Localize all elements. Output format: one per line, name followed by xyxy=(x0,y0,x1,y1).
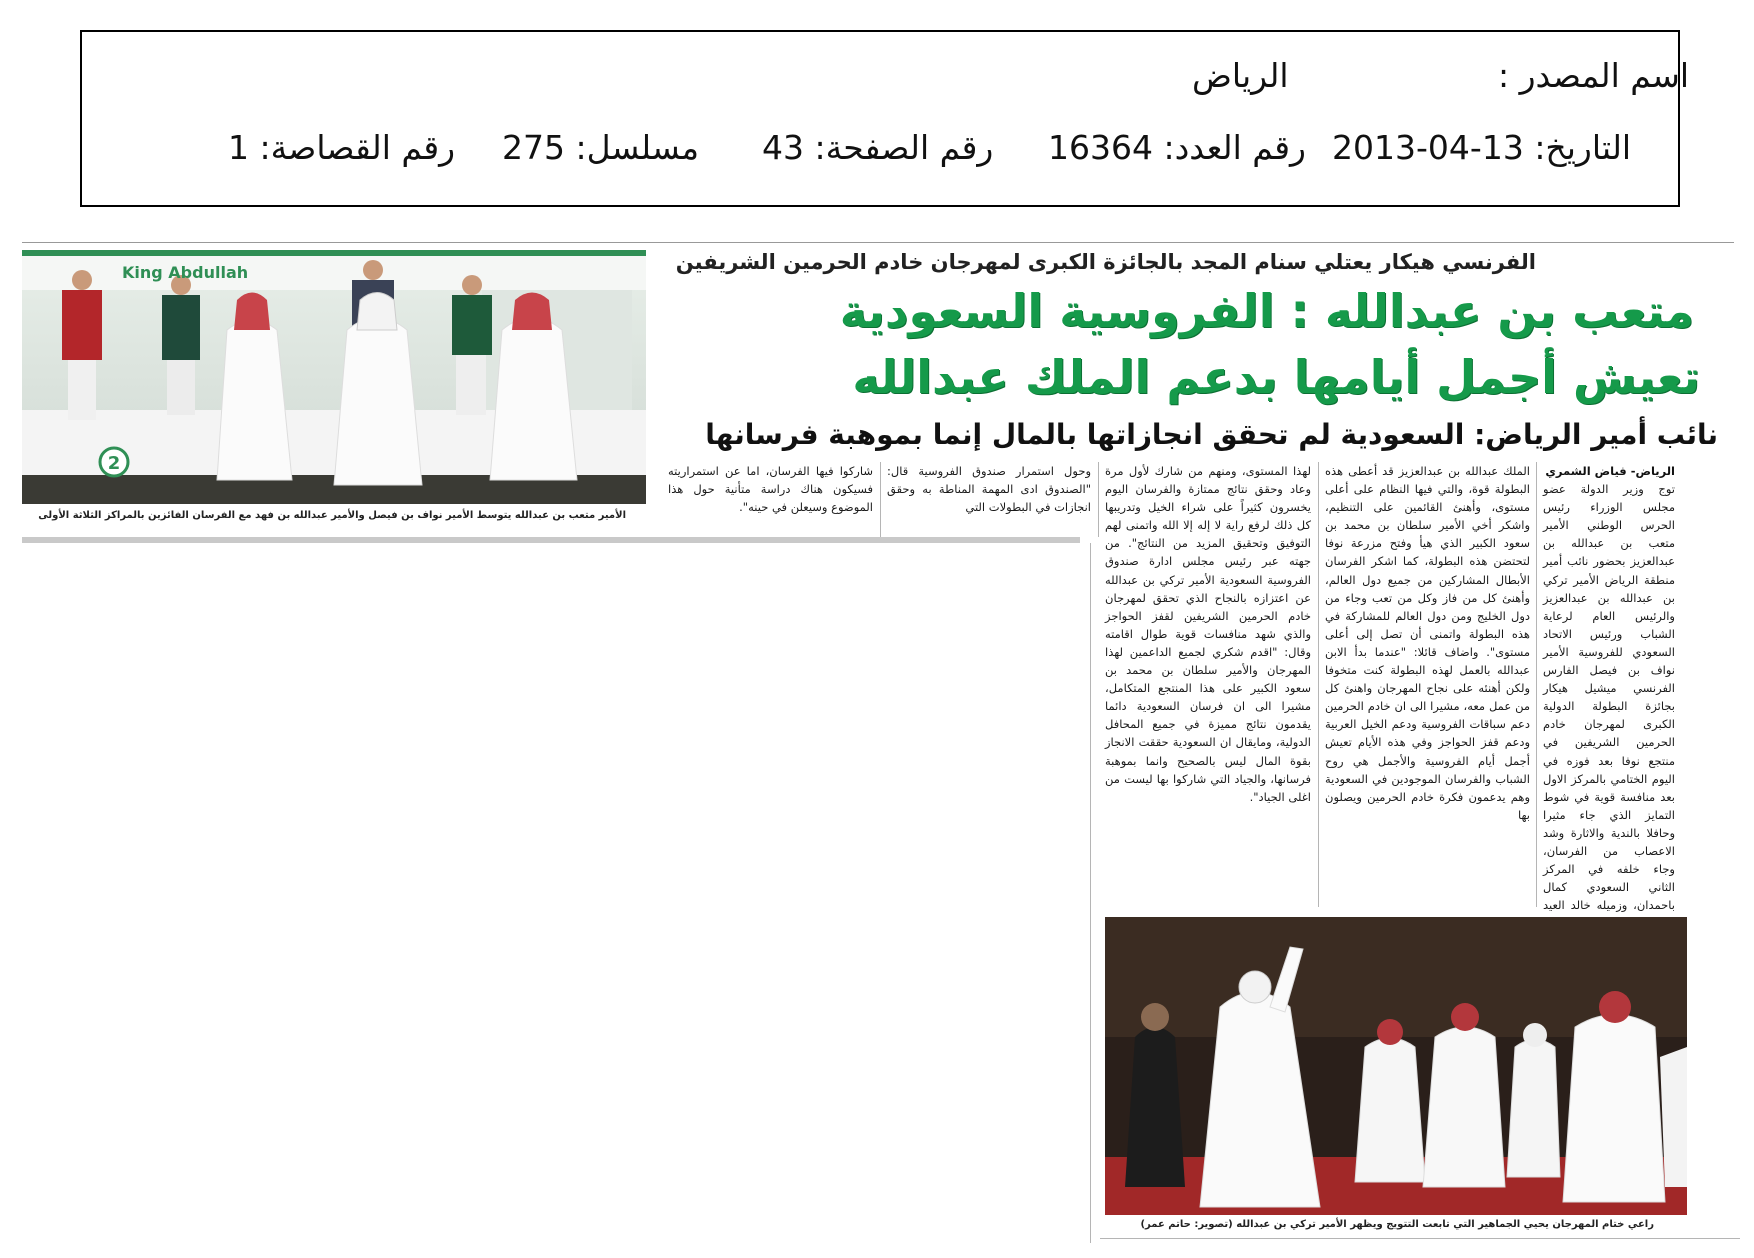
column-3-text: لهذا المستوى، ومنهم من شارك لأول مرة وعاد وحقق نتائج ممتازة والفرسان اليوم يخسرون كثيراً على شراء الخيل وتدريبها كل ذلك لرفع راية لا إله إلا الله واتمنى لهم التوفيق وتحقيق المزيد من النتائج". من جهته عبر رئيس مجلس ادارة صندوق الفروسية السعودية الأمير تركي بن عبدالله عن اعتزازه بالنجاح الذي تحقق لمهرجان خادم الحرمين الشريفين لقفز الحواجز والذي شهد منافسات قوية طوال اقامته وقال: "اقدم شكري لجميع الداعمين لهذا المهرجان والأمير سلطان بن محمد بن سعود الكبير على هذا المنتجع المتكامل، مشيرا الى ان فرسان السعودية دائما يقدمون نتائج مميزة في جميع المحافل الدولية، ومايقال ان السعودية حققت الانجاز بقوة المال ليس بالصحيح وانما بموهبة فرسانها، والجياد التي شاركوا بها ليست من اغلى الجياد". xyxy=(1105,464,1311,804)
podium-photo-illustration xyxy=(22,250,646,504)
article-subhead: نائب أمير الرياض: السعودية لم تحقق انجازاتها بالمال إنما بموهبة فرسانها xyxy=(705,418,1718,451)
headline-line-2: تعيش أجمل أيامها بدعم الملك عبدالله xyxy=(852,350,1700,404)
column-2-text: الملك عبدالله بن عبدالعزيز قد أعطى هذه البطولة قوة، والتي فيها النظام على أعلى مستوى، وأهنئ القائمين على التنظيم، واشكر أخي الأمير سلطان بن محمد بن سعود الكبير الذي هيأ وفتح مزرعة نوفا لتحتضن هذه البطولة، كما اشكر الفرسان الأبطال المشاركين من جميع دول العالم، وأهنئ كل من فاز وكل من تعب وجاء من دول الخليج ومن دول العالم للمشاركة في هذه البطولة واتمنى أن تصل إلى أعلى مستوى". واضاف قائلا: "عندما بدأ الابن عبدالله بالعمل لهذه البطولة كنت متخوفا ولكن أهنئه على نجاح المهرجان واهنئ كل من عمل معه، مشيرا الى ان خادم الحرمين دعم سباقات الفروسية ودعم الخيل العربية ودعم قفز الحواجز وفي هذه الأيام تعيش أجمل أيام الفروسية والأجمل هي روح الشباب والفرسان الموجودين في السعودية وهم يدعمون فكرة خادم الحرمين ويصلون بها xyxy=(1325,464,1530,822)
column-1-text: توج وزير الدولة عضو مجلس الوزراء رئيس الحرس الوطني الأمير متعب بن عبدالله بن عبدالعزيز بحضور نائب أمير منطقة الرياض الأمير تركي بن عبدالله بن عبدالعزيز والرئيس العام لرعاية الشباب ورئيس الاتحاد السعودي للفروسية الأمير نواف بن فيصل الفارس الفرنسي ميشيل هيكار بجائزة البطولة الدولية الكبرى لمهرجان خادم الحرمين الشريفين في منتجع نوفا بعد فوزه في اليوم الختامي بالمركز الاول بعد منافسة قوية في شوط التمايز الذي جاء مثيرا وحافلا بالندية والاثارة وشد الاعصاب من الفرسان، وجاء خلفه في المركز الثاني السعودي كمال باحمدان، وزميله خالد العيد xyxy=(1543,482,1675,913)
serial-field: مسلسل: 275 xyxy=(502,128,700,167)
banner-text: King Abdullah xyxy=(122,263,249,282)
issue-field: رقم العدد: 16364 xyxy=(1048,128,1306,167)
column-rule xyxy=(1318,462,1319,907)
ceremony-photo-caption: راعي ختام المهرجان يحيي الجماهير التي تابعت التتويج ويظهر الأمير تركي بن عبدالله (تصوير: حاتم عمر) xyxy=(1140,1219,1654,1230)
article-column-2 xyxy=(1325,462,1530,910)
source-label: اسم المصدر : xyxy=(1498,56,1690,95)
source-value: الرياض xyxy=(1192,56,1289,95)
article-kicker: الفرنسي هيكار يعتلي سنام المجد بالجائزة الكبرى لمهرجان خادم الحرمين الشريفين xyxy=(675,250,1536,274)
clipping-header-box xyxy=(80,30,1690,207)
page-field: رقم الصفحة: 43 xyxy=(762,128,994,167)
article-column-5 xyxy=(668,462,873,537)
column-4-text: وحول استمرار صندوق الفروسية قال: "الصندوق ادى المهمة المناطة به وحقق انجازات في البطولات التي xyxy=(887,464,1091,515)
ceremony-photo xyxy=(1105,917,1687,1215)
article-column-4 xyxy=(887,462,1091,537)
article-column-3 xyxy=(1105,462,1311,910)
byline: الرياض- فياض الشمري xyxy=(1545,464,1675,478)
column-5-text: شاركوا فيها الفرسان، اما عن استمراريته فسيكون هناك دراسة متأنية حول هذا الموضوع وسيعلن في حينه". xyxy=(668,464,873,515)
column-rule xyxy=(880,462,881,537)
podium-photo-caption: الأمير متعب بن عبدالله يتوسط الأمير نواف بن فيصل والأمير عبدالله بن فهد مع الفرسان الفائزين بالمراكز الثلاثة الأولى xyxy=(38,510,626,521)
clipping-top-rule xyxy=(22,242,1734,243)
clipping-bottom-rule xyxy=(1100,1238,1740,1239)
clipping-gray-band xyxy=(22,537,1080,543)
clipping-left-rule xyxy=(1090,543,1091,1243)
column-rule xyxy=(1098,462,1099,537)
podium-number: 2 xyxy=(107,453,121,474)
headline-line-1: متعب بن عبدالله : الفروسية السعودية xyxy=(839,284,1694,338)
podium-photo xyxy=(22,250,646,504)
clip-field: رقم القصاصة: 1 xyxy=(228,128,456,167)
column-rule xyxy=(1536,462,1537,907)
article-column-1 xyxy=(1543,462,1675,913)
ceremony-photo-illustration xyxy=(1105,917,1687,1215)
date-field: التاريخ: 13-04-2013 xyxy=(1332,128,1632,167)
